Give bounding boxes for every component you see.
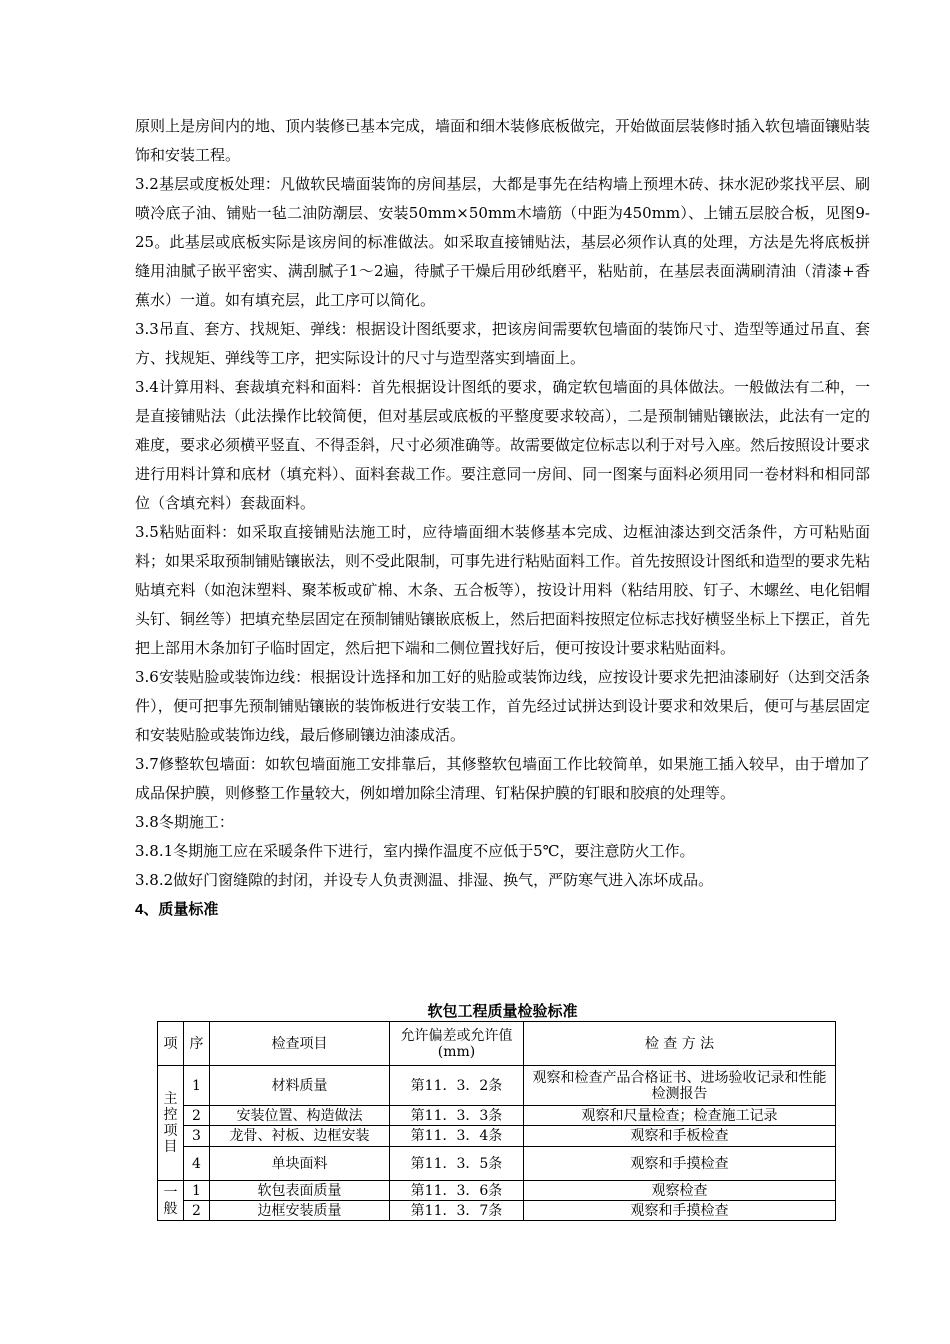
row-method: 观察和尺量检查；检查施工记录 (524, 1106, 836, 1126)
row-item: 软包表面质量 (210, 1181, 390, 1201)
row-method: 观察和手摸检查 (524, 1201, 836, 1221)
row-method: 观察和手摸检查 (524, 1147, 836, 1181)
row-item: 材料质量 (210, 1066, 390, 1106)
row-no: 3 (184, 1126, 210, 1147)
header-allowance: 允许偏差或允许值(mm) (390, 1022, 524, 1066)
row-value: 第11．3．6条 (390, 1181, 524, 1201)
group-general: 一般 (158, 1181, 184, 1221)
paragraph-3-8-1: 3.8.1冬期施工应在采暖条件下进行，室内操作温度不应低于5℃，要注意防火工作。 (135, 842, 695, 860)
quality-table (157, 1021, 836, 1221)
row-no: 2 (184, 1201, 210, 1221)
row-item: 安装位置、构造做法 (210, 1106, 390, 1126)
paragraph-3-4: 3.4计算用料、套裁填充料和面料：首先根据设计图纸的要求，确定软包墙面的具体做法。一般做法有二种，一是直接铺贴法（此法操作比较简便，但对基层或底板的平整度要求较高），二是预制铺贴镶嵌法，此法有一定的难度，要求必须横平竖直、不得歪斜，尺寸必须准确等。故需要做定位标志以利于对号入座。然后按照设计要求进行用料计算和底材（填充料）、面料套裁工作。要注意同一房间、同一图案与面料必须用同一卷材料和相同部位（含填充料）套裁面料。 (135, 378, 871, 512)
paragraph-3-7: 3.7修整软包墙面：如软包墙面施工安排靠后，其修整软包墙面工作比较简单，如果施工插入较早，由于增加了成品保护膜，则修整工作量较大，例如增加除尘清理、钉粘保护膜的钉眼和胶痕的处理等。 (135, 755, 870, 802)
row-no: 4 (184, 1147, 210, 1181)
row-value: 第11．3．7条 (390, 1201, 524, 1221)
row-item: 单块面料 (210, 1147, 390, 1181)
row-item: 边框安装质量 (210, 1201, 390, 1221)
paragraph-3-8: 3.8冬期施工： (135, 813, 234, 831)
row-no: 2 (184, 1106, 210, 1126)
table-row (158, 1126, 836, 1147)
table-row (158, 1201, 836, 1221)
document-body (135, 112, 870, 924)
row-method: 观察检查 (524, 1181, 836, 1201)
paragraph-3-2: 3.2基层或度板处理：凡做软民墙面装饰的房间基层，大都是事先在结构墙上预埋木砖、抹水泥砂浆找平层、刷喷冷底子油、铺贴一毡二油防潮层、安装50mm×50mm木墙筋（中距为450mm）、上铺五层胶合板，见图9-25。此基层或底板实际是该房间的标准做法。如采取直接铺贴法，基层必须作认真的处理，方法是先将底板拼缝用油腻子嵌平密实、满刮腻子1～2遍，待腻子干燥后用砂纸磨平，粘贴前，在基层表面满刷清油（清漆+香蕉水）一道。如有填充层，此工序可以简化。 (135, 175, 870, 309)
table-row (158, 1147, 836, 1181)
row-method: 观察和检查产品合格证书、进场验收记录和性能检测报告 (524, 1066, 836, 1106)
row-method: 观察和手板检查 (524, 1126, 836, 1147)
paragraph-3-5: 3.5粘贴面料：如采取直接铺贴法施工时，应待墙面细木装修基本完成、边框油漆达到交活条件，方可粘贴面料；如果采取预制铺贴镶嵌法，则不受此限制，可事先进行粘贴面料工作。首先按照设计图纸和造型的要求先粘贴填充料（如泡沫塑料、聚苯板或矿棉、木条、五合板等），按设计用料（粘结用胶、钉子、木螺丝、电化铝帽头钉、铜丝等）把填充垫层固定在预制铺贴镶嵌底板上，然后把面料按照定位标志找好横竖坐标上下摆正，首先把上部用木条加钉子临时固定，然后把下端和二侧位置找好后，便可按设计要求粘贴面料。 (135, 523, 871, 657)
header-category: 项 (158, 1022, 184, 1066)
table-row (158, 1106, 836, 1126)
group-main-control: 主控项目 (158, 1066, 184, 1181)
row-no: 1 (184, 1066, 210, 1106)
row-value: 第11．3．4条 (390, 1126, 524, 1147)
paragraph-3-3: 3.3吊直、套方、找规矩、弹线：根据设计图纸要求，把该房间需要软包墙面的装饰尺寸、造型等通过吊直、套方、找规矩、弹线等工序，把实际设计的尺寸与造型落实到墙面上。 (135, 320, 870, 367)
table-row (158, 1066, 836, 1106)
paragraph-3-6: 3.6安装贴脸或装饰边线：根据设计选择和加工好的贴脸或装饰边线，应按设计要求先把油漆刷好（达到交活条件），便可把事先预制铺贴镶嵌的装饰板进行安装工作，首先经过试拼达到设计要求和效果后，便可与基层固定和安装贴脸或装饰边线，最后修刷镶边油漆成活。 (135, 668, 870, 744)
header-method: 检 查 方 法 (524, 1022, 836, 1066)
row-value: 第11．3．2条 (390, 1066, 524, 1106)
row-item: 龙骨、衬板、边框安装 (210, 1126, 390, 1147)
table-header-row (158, 1022, 836, 1066)
header-item: 检查项目 (210, 1022, 390, 1066)
row-no: 1 (184, 1181, 210, 1201)
table-title: 软包工程质量检验标准 (427, 1003, 578, 1020)
table-row (158, 1181, 836, 1201)
paragraph-intro: 原则上是房间内的地、顶内装修已基本完成，墙面和细木装修底板做完，开始做面层装修时插入软包墙面镶贴装饰和安装工程。 (135, 117, 871, 164)
header-seq: 序 (184, 1022, 210, 1066)
row-value: 第11．3．5条 (390, 1147, 524, 1181)
row-value: 第11．3．3条 (390, 1106, 524, 1126)
paragraph-3-8-2: 3.8.2做好门窗缝隙的封闭，并设专人负责测温、排湿、换气，严防寒气进入冻坏成品。 (135, 871, 714, 889)
section-heading-quality: 4、质量标准 (135, 901, 219, 918)
